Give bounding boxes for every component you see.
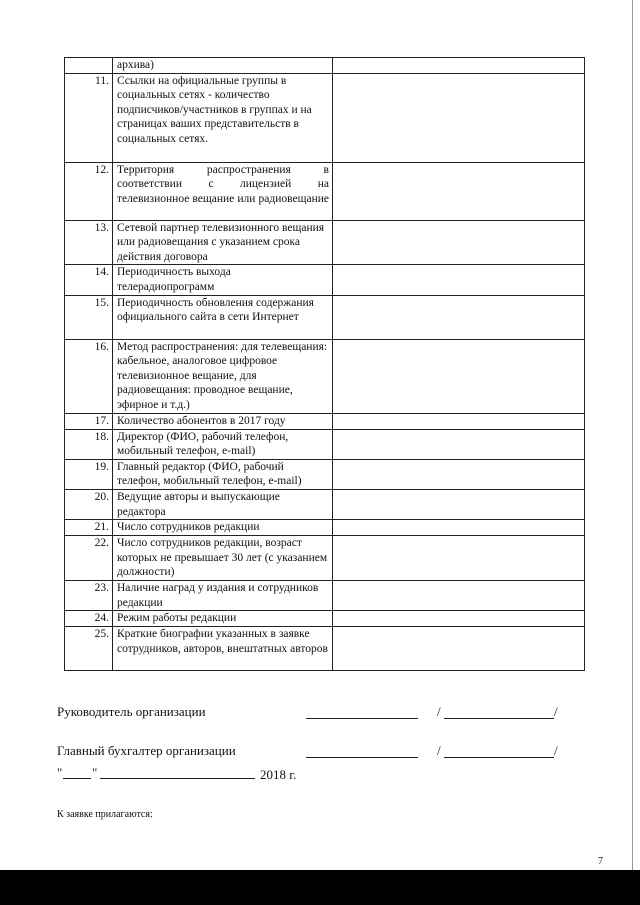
table-row bbox=[65, 265, 585, 295]
table-row bbox=[65, 339, 585, 413]
row-answer-cell[interactable] bbox=[333, 611, 585, 627]
slash-separator: / bbox=[554, 704, 558, 719]
row-number: 18. bbox=[65, 429, 113, 459]
row-number: 12. bbox=[65, 162, 113, 220]
row-label: Режим работы редакции bbox=[113, 611, 333, 627]
attachments-label: К заявке прилагаются: bbox=[57, 809, 153, 820]
table-row bbox=[65, 611, 585, 627]
table-row bbox=[65, 295, 585, 339]
row-label: Число сотрудников редакции, возраст которых не превышает 30 лет (с указанием должности) bbox=[113, 536, 333, 581]
row-number: 16. bbox=[65, 339, 113, 413]
row-label: Директор (ФИО, рабочий телефон, мобильный телефон, e-mail) bbox=[113, 429, 333, 459]
head-of-organization-label: Руководитель организации bbox=[57, 704, 206, 719]
row-number: 20. bbox=[65, 489, 113, 519]
table-row bbox=[65, 413, 585, 429]
row-number: 17. bbox=[65, 413, 113, 429]
application-form-table bbox=[64, 57, 585, 671]
head-signature-line[interactable] bbox=[306, 718, 418, 719]
row-label: Метод распространения: для телевещания: кабельное, аналоговое цифровое телевизионное вещание, для радиовещания: проводное вещание, эфирное и т.д.) bbox=[113, 339, 333, 413]
row-answer-cell[interactable] bbox=[333, 73, 585, 162]
row-answer-cell[interactable] bbox=[333, 459, 585, 489]
row-label: Число сотрудников редакции bbox=[113, 520, 333, 536]
row-label: Периодичность обновления содержания официального сайта в сети Интернет bbox=[113, 295, 333, 339]
head-name-line[interactable] bbox=[444, 718, 554, 719]
row-label: Ведущие авторы и выпускающие редактора bbox=[113, 489, 333, 519]
row-label: Сетевой партнер телевизионного вещания или радиовещания с указанием срока действия договора bbox=[113, 220, 333, 265]
row-number: 11. bbox=[65, 73, 113, 162]
row-answer-cell[interactable] bbox=[333, 413, 585, 429]
row-answer-cell[interactable] bbox=[333, 162, 585, 220]
table-row bbox=[65, 536, 585, 581]
row-label: Краткие биографии указанных в заявке сотрудников, авторов, внештатных авторов bbox=[113, 627, 333, 671]
row-label: Ссылки на официальные группы в социальных сетях - количество подписчиков/участников в группах и на страницах ваших представительств в социальных сетях. bbox=[113, 73, 333, 162]
row-answer-cell[interactable] bbox=[333, 265, 585, 295]
table-row bbox=[65, 162, 585, 220]
row-answer-cell[interactable] bbox=[333, 536, 585, 581]
date-close-quote: " bbox=[92, 765, 98, 780]
chief-accountant-label: Главный бухгалтер организации bbox=[57, 743, 236, 758]
row-number: 19. bbox=[65, 459, 113, 489]
slash-separator: / bbox=[437, 743, 441, 758]
date-month-line[interactable] bbox=[100, 778, 255, 779]
row-label: Периодичность выхода телерадиопрограмм bbox=[113, 265, 333, 295]
table-row bbox=[65, 73, 585, 162]
row-number: 14. bbox=[65, 265, 113, 295]
row-label: Главный редактор (ФИО, рабочий телефон, мобильный телефон, e-mail) bbox=[113, 459, 333, 489]
row-label: Количество абонентов в 2017 году bbox=[113, 413, 333, 429]
row-number: 13. bbox=[65, 220, 113, 265]
table-row bbox=[65, 58, 585, 74]
date-day-line[interactable] bbox=[63, 778, 91, 779]
row-answer-cell[interactable] bbox=[333, 339, 585, 413]
row-answer-cell[interactable] bbox=[333, 489, 585, 519]
row-number: 24. bbox=[65, 611, 113, 627]
row-label: Территория распространения в соответствии с лицензией на телевизионное вещание или радиовещание bbox=[113, 162, 333, 220]
row-number: 22. bbox=[65, 536, 113, 581]
date-year-label: 2018 г. bbox=[260, 767, 297, 782]
date-open-quote: " bbox=[57, 765, 63, 780]
accountant-name-line[interactable] bbox=[444, 757, 554, 758]
row-answer-cell[interactable] bbox=[333, 627, 585, 671]
table-row bbox=[65, 489, 585, 519]
table-row bbox=[65, 459, 585, 489]
table-row bbox=[65, 429, 585, 459]
row-label: архива) bbox=[113, 58, 333, 74]
table-row bbox=[65, 520, 585, 536]
table-row bbox=[65, 220, 585, 265]
row-number: 23. bbox=[65, 581, 113, 611]
row-number: 15. bbox=[65, 295, 113, 339]
row-number: 21. bbox=[65, 520, 113, 536]
row-answer-cell[interactable] bbox=[333, 520, 585, 536]
row-answer-cell[interactable] bbox=[333, 220, 585, 265]
slash-separator: / bbox=[437, 704, 441, 719]
row-number bbox=[65, 58, 113, 74]
accountant-signature-line[interactable] bbox=[306, 757, 418, 758]
table-row bbox=[65, 627, 585, 671]
scan-bottom-bar bbox=[0, 870, 640, 905]
row-answer-cell[interactable] bbox=[333, 429, 585, 459]
page-number: 7 bbox=[598, 856, 603, 867]
slash-separator: / bbox=[554, 743, 558, 758]
row-label: Наличие наград у издания и сотрудников редакции bbox=[113, 581, 333, 611]
table-row bbox=[65, 581, 585, 611]
row-number: 25. bbox=[65, 627, 113, 671]
row-answer-cell[interactable] bbox=[333, 295, 585, 339]
scan-edge-line bbox=[632, 0, 633, 870]
row-answer-cell[interactable] bbox=[333, 58, 585, 74]
row-answer-cell[interactable] bbox=[333, 581, 585, 611]
